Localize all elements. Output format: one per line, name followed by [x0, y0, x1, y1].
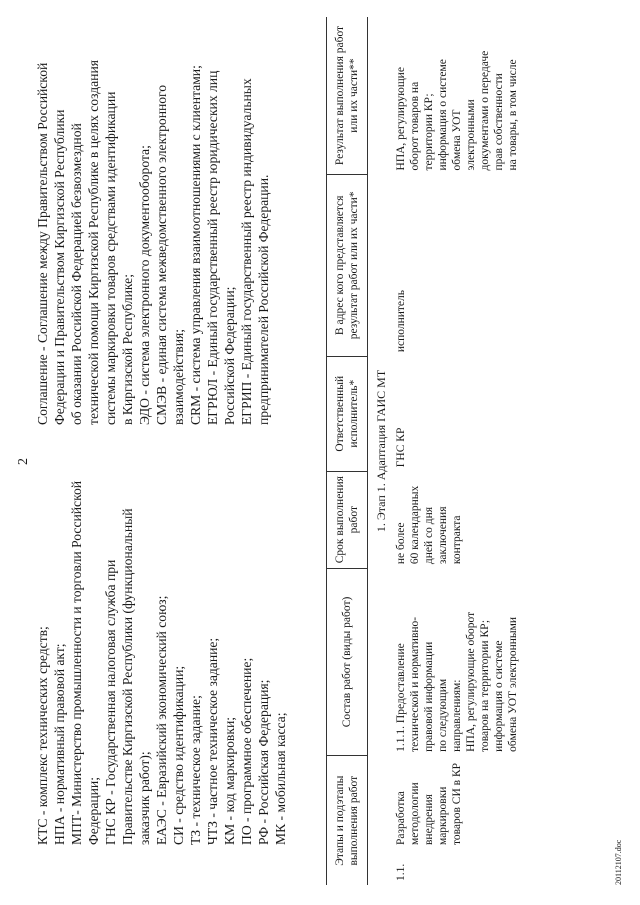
abbr-line: ТЗ - техническое задание;: [188, 694, 203, 845]
page-number: 2: [16, 457, 31, 465]
header-composition: Состав работ (виды работ): [327, 568, 368, 756]
abbr-line: Соглашение - Соглашение между Правительством Российской: [35, 62, 50, 425]
table-row: [392, 17, 522, 885]
abbr-line: Федерации и Правительством Киргизской Республики: [52, 109, 67, 425]
header-deadline: Срок выполнения работ: [327, 471, 368, 568]
abbr-line: РФ - Российская Федерация;: [256, 679, 271, 845]
abbr-line: ГНС КР - Государственная налоговая служба при: [103, 559, 118, 845]
abbr-line: НПА - нормативный правовой акт;: [52, 642, 67, 845]
stage-row: [368, 17, 393, 885]
cell-recipient: исполнитель: [395, 289, 407, 352]
work-plan-table: [326, 17, 522, 885]
abbr-line: ПО - программное обеспечение;: [239, 657, 254, 845]
cell-stage: [392, 755, 522, 884]
abbr-line: CRM - система управления взаимоотношениями с клиентами;: [188, 64, 203, 425]
abbr-line: СИ - средство идентификации;: [171, 665, 186, 845]
abbr-line: технической помощи Киргизской Республике в целях создания: [86, 59, 101, 425]
abbr-line: Российской Федерации;: [222, 286, 237, 425]
cell-result: НПА, регулирующие оборот товаров на территории КР; информация о системе обмена УОТ электронными документами о передаче прав собственности на товары, в том числе: [395, 50, 519, 170]
abbr-line: КМ - код маркировки;: [222, 716, 237, 845]
cell-executor: ГНС КР: [395, 427, 407, 467]
abbr-line: системы маркировки товаров средствами идентификации: [103, 91, 118, 425]
header-stages: Этапы и подэтапы выполнения работ: [327, 755, 368, 884]
abbr-line: ЕАЭС - Евразийский экономический союз;: [154, 595, 169, 845]
abbr-line: взаимодействия;: [171, 328, 186, 425]
abbr-line: ЭДО - система электронного документооборота;: [137, 144, 152, 425]
abbr-line: Федерации;: [86, 776, 101, 845]
abbr-line: в Киргизской Республике;: [120, 273, 135, 425]
abbreviations-right: [34, 10, 272, 425]
abbr-line: ЧТЗ - частное техническое задание;: [205, 637, 220, 845]
header-executor: Ответственный исполнитель*: [327, 356, 368, 471]
abbr-line: СМЭВ - единая система межведомственного электронного: [154, 84, 169, 425]
footer-code: 20112107.doc: [614, 839, 623, 885]
stage-text: Разработка методологии внедрения маркировки товаров СИ в КР: [395, 762, 463, 845]
abbreviations-left: [34, 435, 289, 845]
abbr-line: предпринимателей Российской Федерации.: [256, 174, 271, 425]
abbr-line: КТС - комплекс технических средств;: [35, 625, 50, 845]
cell-deadline: не более 60 календарных дней со дня заключения контракта: [395, 485, 463, 564]
abbr-line: ЕГРЮЛ - Единый государственный реестр юридических лиц: [205, 70, 220, 425]
abbr-line: об оказании Российской Федерацией безвозмездной: [69, 122, 84, 425]
rotated-content: [10, 13, 630, 893]
abbr-line: ЕГРИП - Единый государственный реестр индивидуальных: [239, 77, 254, 425]
abbr-line: заказчик работ);: [137, 750, 152, 845]
header-result: Результат выполнения работ или их части**: [327, 17, 368, 174]
row-number: 1.1.: [395, 863, 407, 881]
stage-title: 1. Этап 1. Адаптация ГАИС МТ: [374, 369, 388, 532]
abbr-line: Правительстве Киргизской Республики (функциональный: [120, 507, 135, 845]
header-recipient: В адрес кого представляется результат работ или их части*: [327, 174, 368, 356]
cell-composition: 1.1.1. Предоставление технической и нормативно- правовой информации по следующим направлениям: НПА, регулирующие оборот товаров на территории КР; информация о системе обмена УОТ электронными: [395, 611, 519, 752]
abbr-line: МК - мобильная касса;: [273, 712, 288, 845]
abbr-line: МПТ- Министерство промышленности и торговли Российской: [69, 480, 84, 845]
table-header-row: [327, 17, 368, 885]
